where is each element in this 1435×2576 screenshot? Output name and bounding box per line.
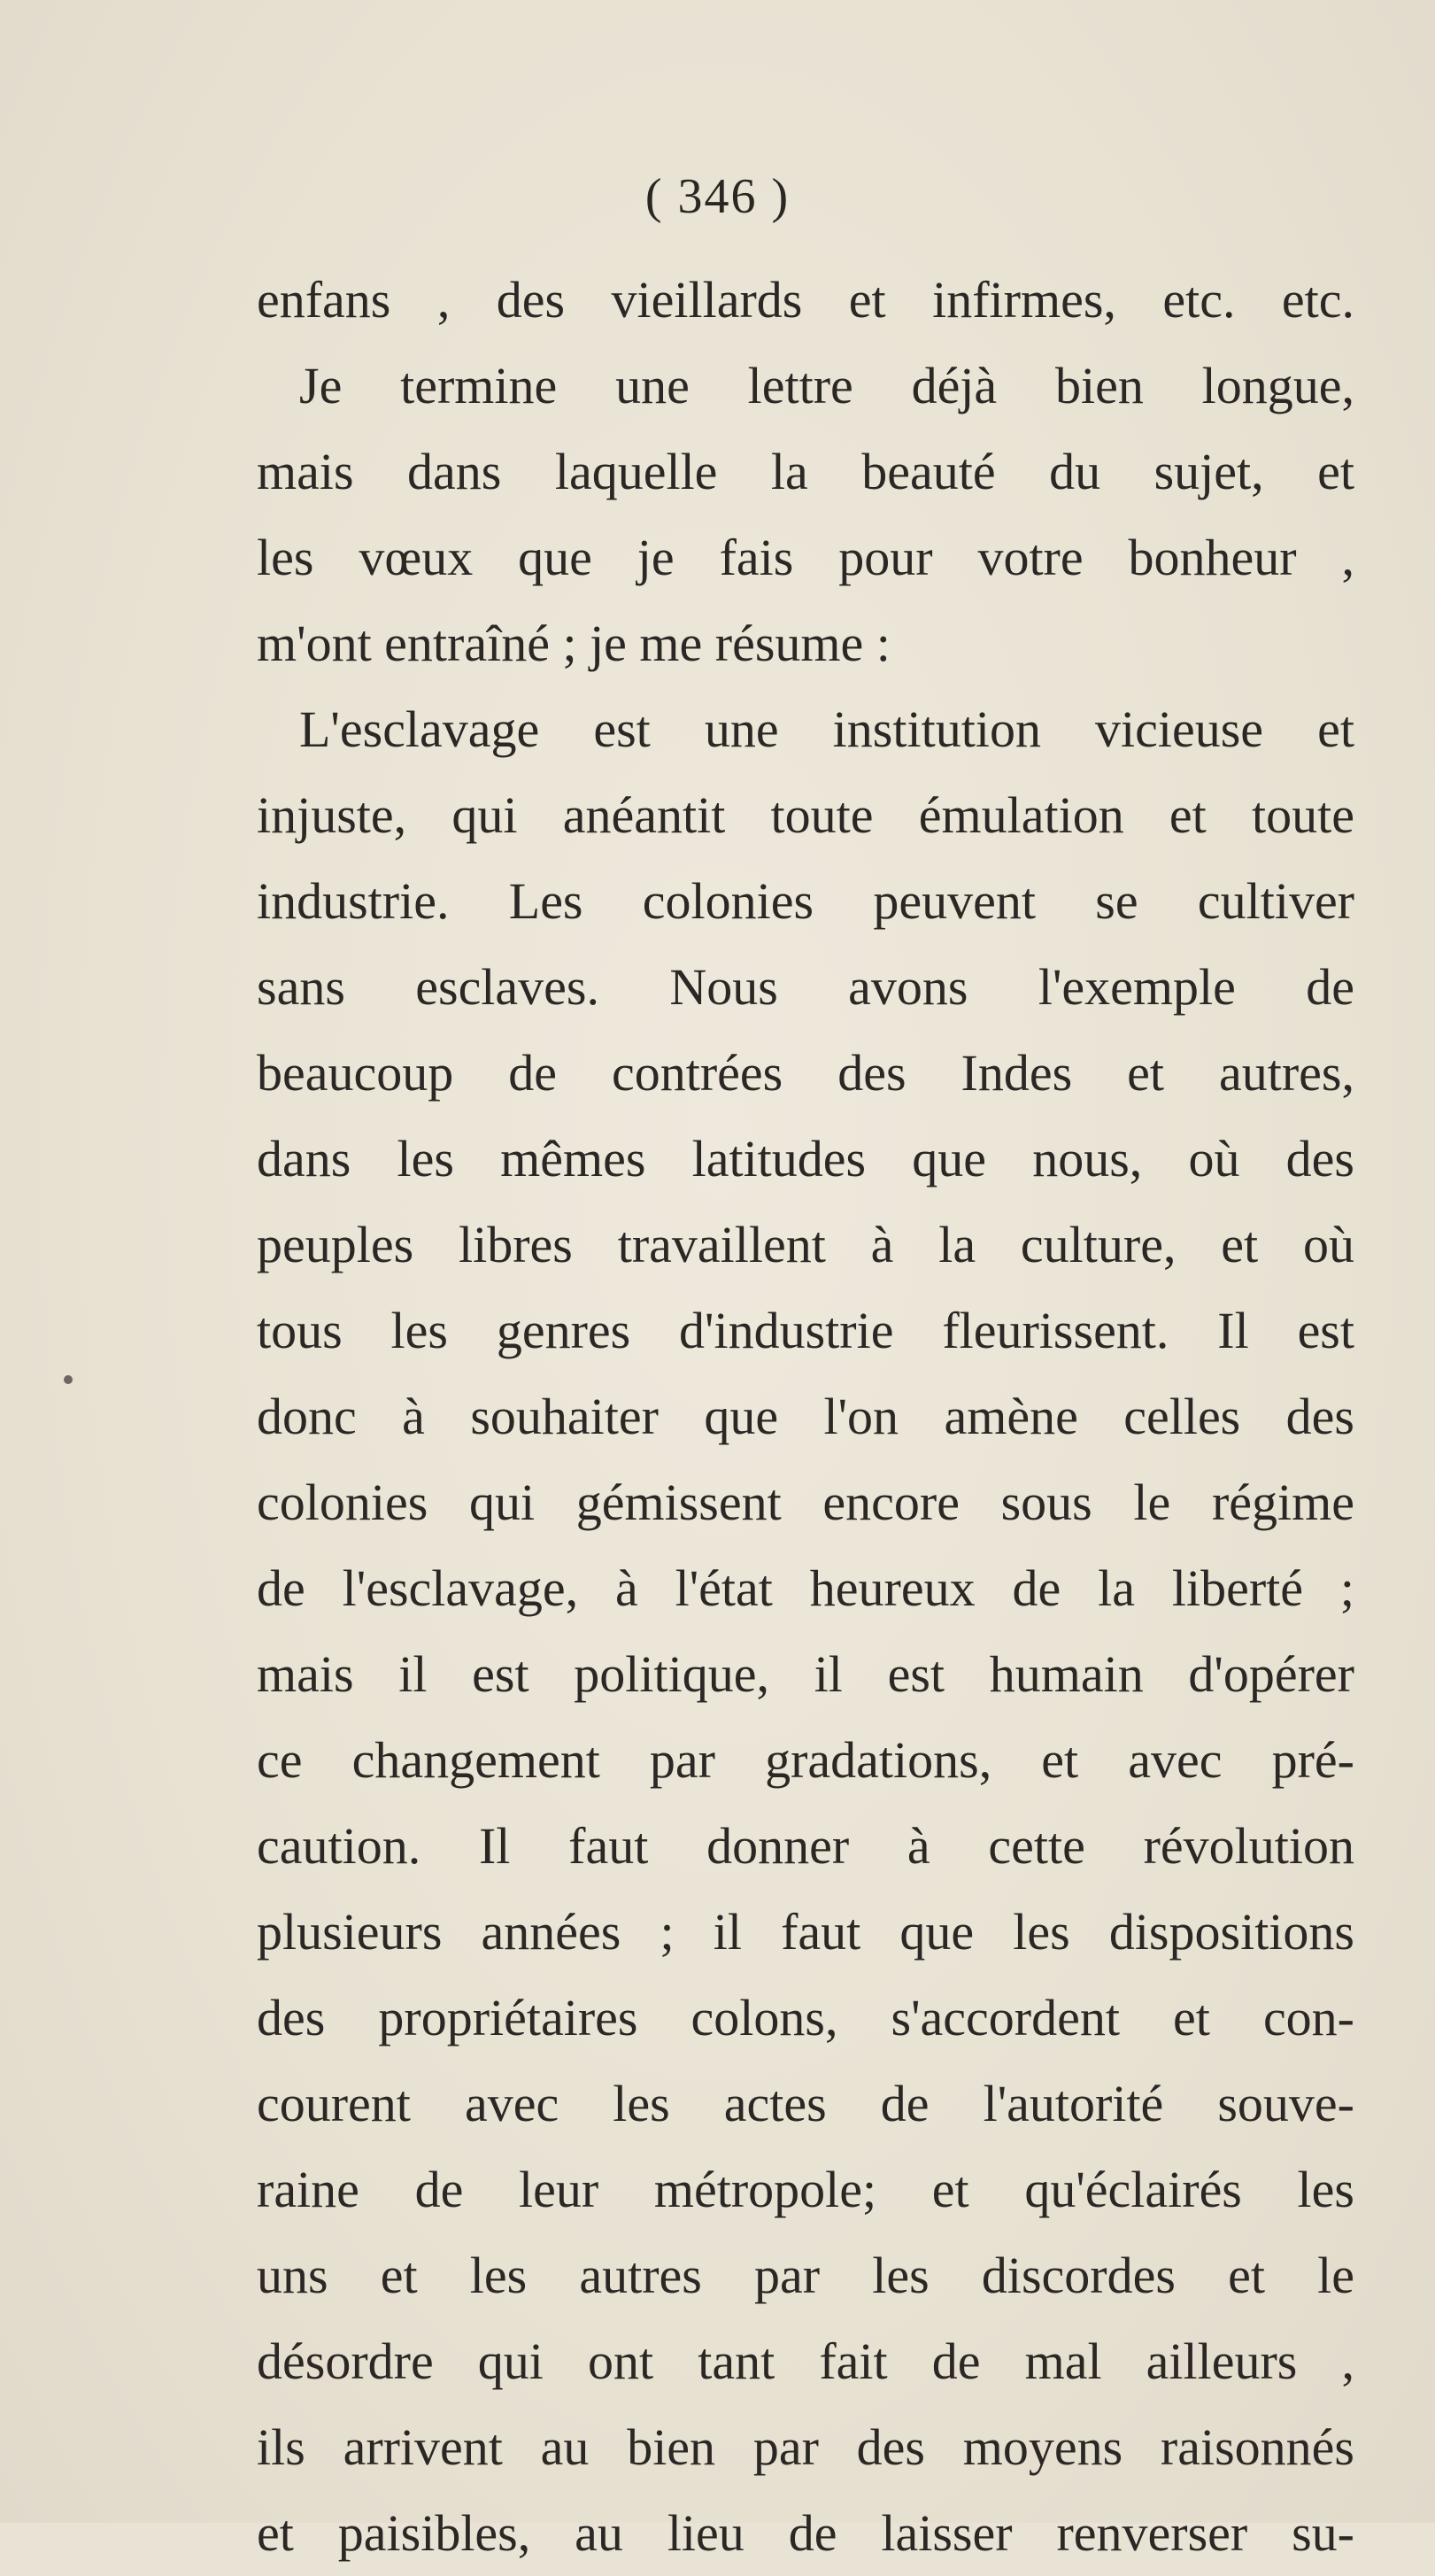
text-line: industrie. Les colonies peuvent se cultiver — [257, 872, 1354, 930]
text-line: plusieurs années ; il faut que les dispositions — [257, 1903, 1354, 1961]
text-line: uns et les autres par les discordes et le — [257, 2247, 1354, 2304]
text-line: mais dans laquelle la beauté du sujet, et — [257, 443, 1354, 500]
text-line: donc à souhaiter que l'on amène celles des — [257, 1388, 1354, 1445]
text-line: raine de leur métropole; et qu'éclairés les — [257, 2161, 1354, 2218]
text-line: dans les mêmes latitudes que nous, où des — [257, 1130, 1354, 1187]
text-line: L'esclavage est une institution vicieuse et — [299, 700, 1354, 758]
text-line: sans esclaves. Nous avons l'exemple de — [257, 958, 1354, 1016]
ink-spot — [64, 1375, 73, 1384]
text-line: colonies qui gémissent encore sous le régime — [257, 1474, 1354, 1531]
text-line: ils arrivent au bien par des moyens raisonnés — [257, 2418, 1354, 2476]
text-line: les vœux que je fais pour votre bonheur , — [257, 529, 1354, 586]
text-line: désordre qui ont tant fait de mal ailleurs , — [257, 2332, 1354, 2390]
text-line: des propriétaires colons, s'accordent et con- — [257, 1989, 1354, 2046]
text-line: courent avec les actes de l'autorité souve- — [257, 2075, 1354, 2132]
text-line: tous les genres d'industrie fleurissent. Il est — [257, 1302, 1354, 1359]
text-line: de l'esclavage, à l'état heureux de la liberté ; — [257, 1559, 1354, 1617]
text-line: peuples libres travaillent à la culture, et où — [257, 1216, 1354, 1273]
body-text — [257, 257, 1354, 2576]
page-number: ( 346 ) — [644, 169, 791, 224]
text-line: ce changement par gradations, et avec pré- — [257, 1731, 1354, 1789]
text-line: caution. Il faut donner à cette révolution — [257, 1817, 1354, 1875]
text-line: m'ont entraîné ; je me résume : — [257, 615, 891, 672]
text-line: et paisibles, au lieu de laisser renverser su- — [257, 2504, 1354, 2562]
text-line: injuste, qui anéantit toute émulation et toute — [257, 786, 1354, 844]
text-line: mais il est politique, il est humain d'opérer — [257, 1645, 1354, 1703]
text-line: enfans , des vieillards et infirmes, etc. etc. — [257, 271, 1354, 329]
text-line: beaucoup de contrées des Indes et autres, — [257, 1044, 1354, 1102]
text-line: Je termine une lettre déjà bien longue, — [299, 357, 1354, 414]
